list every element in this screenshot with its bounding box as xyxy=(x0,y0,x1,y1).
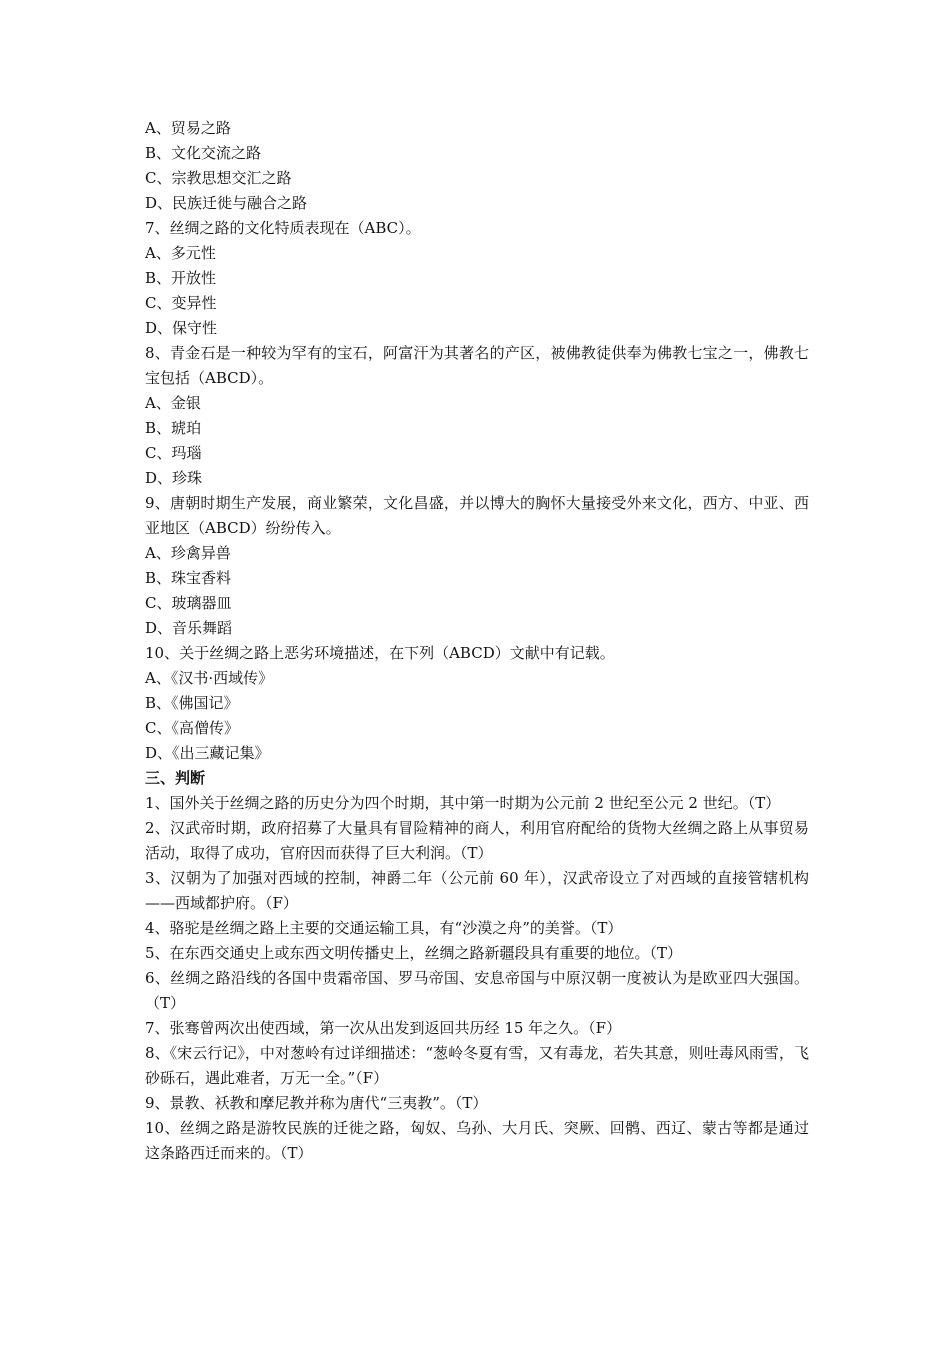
option-c: C、玛瑙 xyxy=(145,444,202,462)
option-a: A、贸易之路 xyxy=(145,119,231,137)
judgement-item-5: 5、在东西交通史上或东西文明传播史上，丝绸之路新疆段具有重要的地位。（T） xyxy=(145,944,683,962)
option-a: A、多元性 xyxy=(145,244,216,262)
question-9 xyxy=(145,491,809,641)
judgement-item-4: 4、骆驼是丝绸之路上主要的交通运输工具，有“沙漠之舟”的美誉。（T） xyxy=(145,919,623,937)
question-7-text: 7、丝绸之路的文化特质表现在（ABC）。 xyxy=(145,219,421,237)
judgement-item-10: 10、丝绸之路是游牧民族的迁徙之路，匈奴、乌孙、大月氏、突厥、回鹘、西辽、蒙古等都是通过这条路西迁而来的。（T） xyxy=(145,1119,809,1162)
document-page xyxy=(145,116,809,1166)
option-c: C、变异性 xyxy=(145,294,217,312)
judgement-item-1: 1、国外关于丝绸之路的历史分为四个时期，其中第一时期为公元前 2 世纪至公元 2 世纪。（T） xyxy=(145,794,781,812)
option-b: B、珠宝香料 xyxy=(145,569,232,587)
option-d: D、音乐舞蹈 xyxy=(145,619,233,637)
option-a: A、金银 xyxy=(145,394,201,412)
judgement-item-3: 3、汉朝为了加强对西域的控制，神爵二年（公元前 60 年），汉武帝设立了对西域的直接管辖机构——西域都护府。（F） xyxy=(145,869,809,912)
judgement-item-8: 8、《宋云行记》，中对葱岭有过详细描述：“葱岭冬夏有雪，又有毒龙，若失其意，则吐毒风雨雪，飞砂砾石，遇此难者，万无一全。”（F） xyxy=(145,1044,809,1087)
section-judgement xyxy=(145,766,809,1166)
question-10 xyxy=(145,641,809,766)
option-c: C、玻璃器皿 xyxy=(145,594,232,612)
judgement-item-7: 7、张骞曾两次出使西域，第一次从出发到返回共历经 15 年之久。（F） xyxy=(145,1019,622,1037)
option-d: D、《出三藏记集》 xyxy=(145,744,270,762)
question-10-text: 10、关于丝绸之路上恶劣环境描述，在下列（ABCD）文献中有记载。 xyxy=(145,644,615,662)
question-9-text: 9、唐朝时期生产发展，商业繁荣，文化昌盛，并以博大的胸怀大量接受外来文化，西方、中亚、西亚地区（ABCD）纷纷传入。 xyxy=(145,494,809,537)
option-b: B、琥珀 xyxy=(145,419,202,437)
judgement-item-2: 2、汉武帝时期，政府招募了大量具有冒险精神的商人，利用官府配给的货物大丝绸之路上从事贸易活动，取得了成功，官府因而获得了巨大利润。（T） xyxy=(145,819,809,862)
judgement-item-9: 9、景教、袄教和摩尼教并称为唐代“三夷教”。（T） xyxy=(145,1094,488,1112)
option-c: C、宗教思想交汇之路 xyxy=(145,169,292,187)
section-heading: 三、判断 xyxy=(145,769,206,787)
question-8-text: 8、青金石是一种较为罕有的宝石，阿富汗为其著名的产区，被佛教徒供奉为佛教七宝之一，佛教七宝包括（ABCD）。 xyxy=(145,344,809,387)
option-b: B、开放性 xyxy=(145,269,217,287)
option-d: D、民族迁徙与融合之路 xyxy=(145,194,308,212)
option-b: B、文化交流之路 xyxy=(145,144,262,162)
option-b: B、《佛国记》 xyxy=(145,694,239,712)
option-a: A、珍禽异兽 xyxy=(145,544,231,562)
judgement-item-6: 6、丝绸之路沿线的各国中贵霜帝国、罗马帝国、安息帝国与中原汉朝一度被认为是欧亚四大强国。（T） xyxy=(145,969,809,1012)
option-c: C、《高僧传》 xyxy=(145,719,239,737)
question-8 xyxy=(145,341,809,491)
option-a: A、《汉书·西域传》 xyxy=(145,669,274,687)
option-d: D、珍珠 xyxy=(145,469,203,487)
question-7 xyxy=(145,216,809,341)
option-d: D、保守性 xyxy=(145,319,218,337)
question-6-options xyxy=(145,116,809,216)
